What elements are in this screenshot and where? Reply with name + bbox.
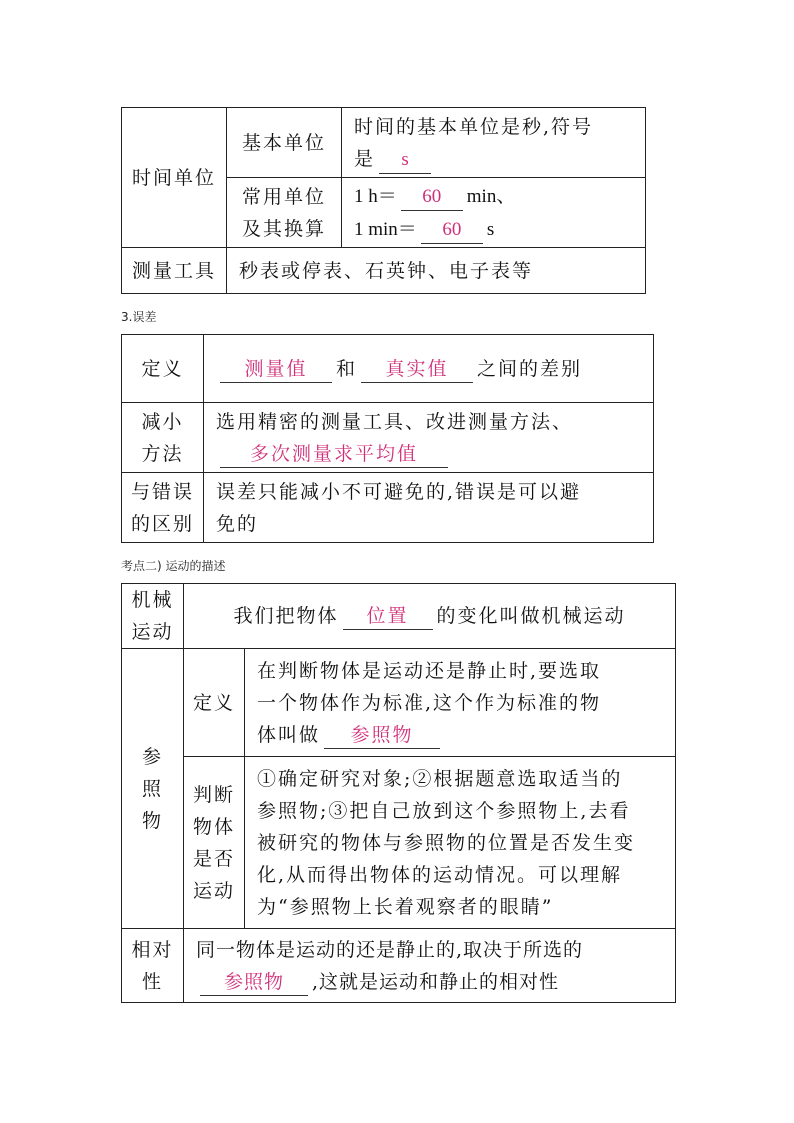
ref-def-line1: 在判断物体是运动还是静止时,要选取 [257, 659, 602, 682]
answer-reference-object: 参照物 [324, 722, 440, 749]
relativity-content [184, 929, 676, 1003]
basic-unit-prefix: 是 [354, 147, 376, 170]
answer-60-s: 60 [421, 217, 483, 244]
ref-char-1: 参 [141, 745, 163, 768]
tool-text: 秒表或停表、石英钟、电子表等 [227, 248, 646, 294]
judge-line-4: 化,从而得出物体的运动情况。可以理解 [257, 863, 623, 886]
conversion-content [342, 178, 646, 248]
basic-unit-content [342, 108, 646, 178]
rel-label-line2: 性 [141, 970, 163, 993]
reduce-method-content [204, 403, 654, 473]
reduce-method-label [122, 403, 204, 473]
reduce-method-text: 选用精密的测量工具、改进测量方法、 [216, 410, 574, 433]
judge-label [184, 757, 245, 929]
hour-conv-prefix: 1 h＝ [354, 185, 397, 207]
mech-label-line2: 运动 [131, 621, 174, 643]
answer-reference-relativity: 参照物 [200, 969, 308, 996]
common-unit-label [227, 178, 342, 248]
reduce-label-line1: 减小 [141, 410, 184, 433]
judge-line-2: 参照物;③把自己放到这个参照物上,去看 [257, 799, 631, 822]
rel-label-line1: 相对 [131, 938, 174, 961]
error-def-label: 定义 [122, 335, 204, 403]
mech-prefix: 我们把物体 [233, 605, 339, 627]
diff-text-line2: 免的 [216, 512, 259, 535]
common-unit-label-line2: 及其换算 [241, 217, 326, 240]
min-conv-suffix: s [486, 218, 495, 240]
motion-table [121, 583, 676, 1003]
ref-char-3: 物 [141, 809, 163, 832]
time-unit-table [121, 107, 646, 294]
reference-label [122, 649, 184, 929]
diff-text-line1: 误差只能减小不可避免的,错误是可以避 [216, 480, 582, 503]
ref-def-content [245, 649, 676, 757]
judge-content [245, 757, 676, 929]
mech-motion-label [122, 584, 184, 649]
answer-60-min: 60 [401, 184, 463, 211]
judge-line-3: 被研究的物体与参照物的位置是否发生变 [257, 831, 636, 854]
relativity-label [122, 929, 184, 1003]
judge-label-2: 物体 [192, 815, 235, 838]
error-vs-mistake-content [204, 473, 654, 543]
ref-def-label: 定义 [184, 649, 245, 757]
answer-true-value: 真实值 [361, 356, 473, 383]
error-def-suffix: 之间的差别 [477, 357, 583, 380]
judge-line-5: 为“参照物上长着观察者的眼睛” [257, 895, 554, 918]
min-conv-prefix: 1 min＝ [354, 218, 417, 240]
mech-label-line1: 机械 [131, 589, 174, 611]
rel-line1: 同一物体是运动的还是静止的,取决于所选的 [196, 938, 584, 961]
answer-average: 多次测量求平均值 [220, 441, 448, 468]
ref-def-line2: 一个物体作为标准,这个作为标准的物 [257, 691, 602, 714]
rel-suffix: ,这就是运动和静止的相对性 [312, 970, 560, 993]
error-vs-mistake-label [122, 473, 204, 543]
diff-label-line1: 与错误 [130, 480, 194, 503]
basic-unit-label: 基本单位 [227, 108, 342, 178]
diff-label-line2: 的区别 [130, 512, 194, 535]
section-heading-error: 3.误差 [121, 310, 157, 324]
common-unit-label-line1: 常用单位 [241, 185, 326, 208]
reduce-label-line2: 方法 [141, 442, 184, 465]
judge-line-1: ①确定研究对象;②根据题意选取适当的 [257, 767, 623, 790]
ref-char-2: 照 [141, 777, 163, 800]
error-table [121, 334, 654, 543]
error-def-content [204, 335, 654, 403]
error-def-and: 和 [336, 357, 358, 380]
time-unit-label: 时间单位 [122, 108, 227, 248]
answer-position: 位置 [343, 603, 433, 630]
mech-motion-content [184, 584, 676, 649]
answer-measured-value: 测量值 [220, 356, 332, 383]
judge-label-3: 是否 [192, 847, 235, 870]
ref-def-prefix: 体叫做 [257, 723, 321, 746]
basic-unit-text: 时间的基本单位是秒,符号 [354, 115, 594, 138]
mech-suffix: 的变化叫做机械运动 [436, 605, 626, 627]
judge-label-1: 判断 [192, 783, 235, 806]
answer-symbol-s: s [379, 147, 431, 174]
section-heading-motion: 考点二) 运动的描述 [121, 559, 226, 573]
hour-conv-suffix: min、 [466, 185, 516, 207]
tool-label: 测量工具 [122, 248, 227, 294]
judge-label-4: 运动 [192, 879, 235, 902]
